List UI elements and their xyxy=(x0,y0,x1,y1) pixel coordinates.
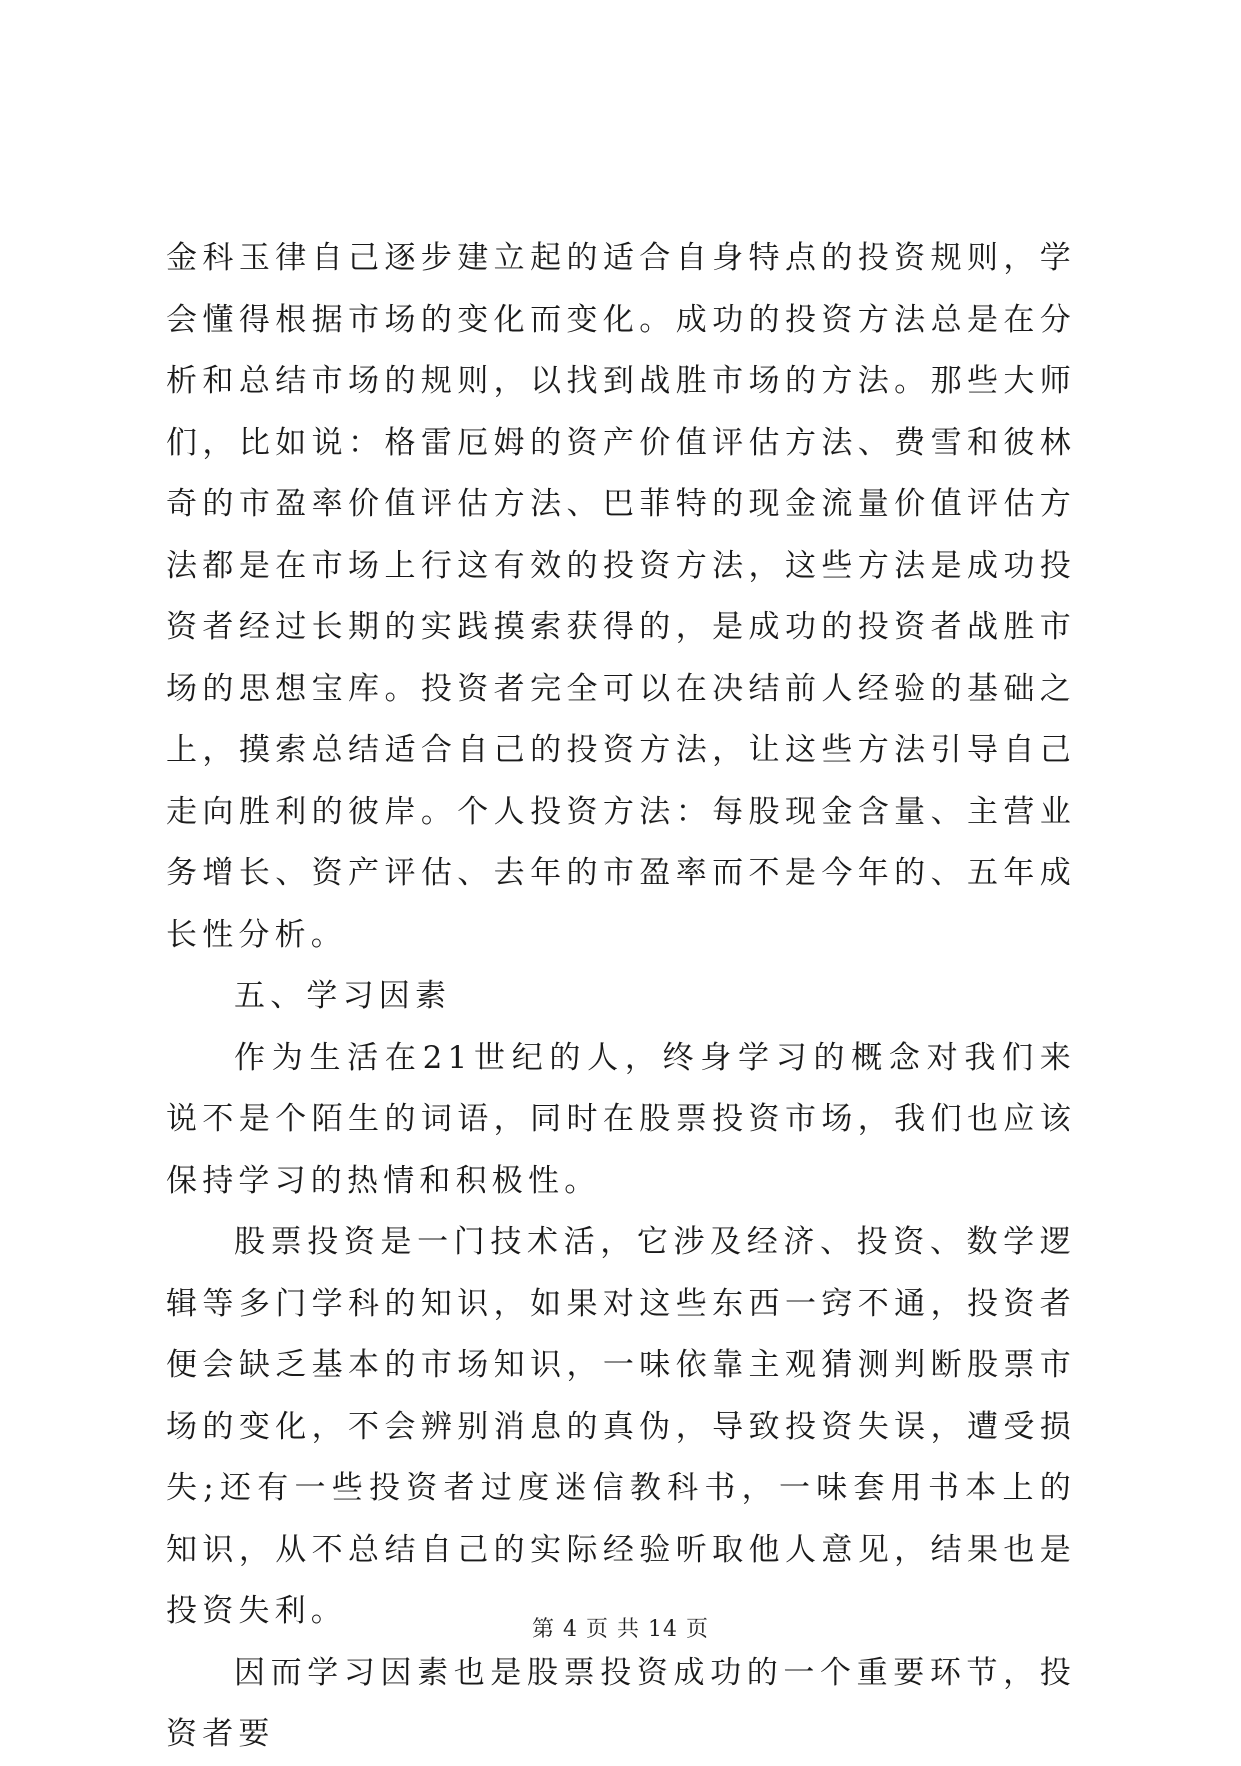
page-number-footer: 第 4 页 共 14 页 xyxy=(532,1617,709,1642)
document-body xyxy=(166,228,1076,1766)
paragraph-investment-methods: 金科玉律自己逐步建立起的适合自身特点的投资规则，学会懂得根据市场的变化而变化。成功的投资方法总是在分析和总结市场的规则，以找到战胜市场的方法。那些大师们，比如说：格雷厄姆的资产价值评估方法、费雪和彼林奇的市盈率价值评估方法、巴菲特的现金流量价值评估方法都是在市场上行这有效的投资方法，这些方法是成功投资者经过长期的实践摸索获得的，是成功的投资者战胜市场的思想宝库。投资者完全可以在决结前人经验的基础之上，摸索总结适合自己的投资方法，让这些方法引导自己走向胜利的彼岸。个人投资方法：每股现金含量、主营业务增长、资产评估、去年的市盈率而不是今年的、五年成长性分析。 xyxy=(166,240,1076,953)
paragraph-lifelong-learning: 作为生活在21世纪的人，终身学习的概念对我们来说不是个陌生的词语，同时在股票投资市场，我们也应该保持学习的热情和积极性。 xyxy=(166,1039,1076,1199)
paragraph-stock-investing-skill: 股票投资是一门技术活，它涉及经济、投资、数学逻辑等多门学科的知识，如果对这些东西一窍不通，投资者便会缺乏基本的市场知识，一味依靠主观猜测判断股票市场的变化，不会辨别消息的真伪，导致投资失误，遭受损失;还有一些投资者过度迷信教科书，一味套用书本上的知识，从不总结自己的实际经验听取他人意见，结果也是投资失利。 xyxy=(166,1224,1076,1629)
section-heading-learning-factor: 五、学习因素 xyxy=(234,978,452,1014)
paragraph-learning-importance: 因而学习因素也是股票投资成功的一个重要环节，投资者要 xyxy=(166,1654,1076,1752)
